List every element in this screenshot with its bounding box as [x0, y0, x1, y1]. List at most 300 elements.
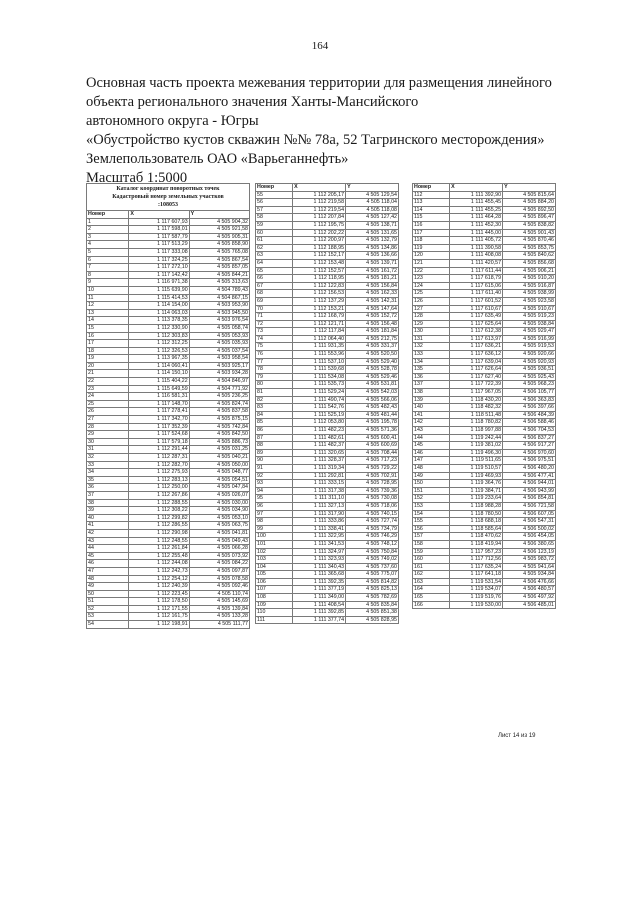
coord-y: 4 505 842,50 — [189, 431, 249, 439]
title-line: Землепользователь ОАО «Варьеганнефть» — [86, 151, 349, 167]
coord-y: 4 505 041,81 — [189, 529, 249, 537]
point-number: 107 — [256, 586, 293, 594]
coord-y: 4 503 934,28 — [189, 370, 249, 378]
point-number: 106 — [256, 578, 293, 586]
coord-y: 4 505 904,32 — [189, 218, 249, 226]
table-row — [413, 320, 556, 328]
header-y: Y — [503, 184, 556, 192]
point-number: 63 — [256, 252, 293, 260]
point-number: 82 — [256, 396, 293, 404]
table-row — [256, 487, 399, 495]
point-number: 140 — [413, 404, 450, 412]
coord-x: 1 112 153,21 — [293, 305, 346, 313]
point-number: 59 — [256, 221, 293, 229]
coord-x: 1 117 636,12 — [450, 351, 503, 359]
coord-y: 4 506 500,02 — [503, 525, 556, 533]
coord-x: 1 119 242,44 — [450, 434, 503, 442]
coord-x: 1 119 511,65 — [450, 457, 503, 465]
table-row — [87, 507, 250, 515]
point-number: 147 — [413, 457, 450, 465]
point-number: 34 — [87, 469, 129, 477]
table-row — [256, 427, 399, 435]
point-number: 36 — [87, 484, 129, 492]
coord-y: 4 505 920,93 — [503, 358, 556, 366]
coord-x: 1 118 470,62 — [450, 533, 503, 541]
table-row — [413, 601, 556, 609]
coord-x: 1 111 392,85 — [293, 609, 346, 617]
point-number: 110 — [256, 609, 293, 617]
coord-x: 1 114 154,00 — [129, 302, 189, 310]
coord-x: 1 117 524,68 — [129, 431, 189, 439]
point-number: 21 — [87, 370, 129, 378]
point-number: 17 — [87, 340, 129, 348]
coord-y: 4 503 976,54 — [189, 317, 249, 325]
point-number: 132 — [413, 343, 450, 351]
coord-x: 1 118 511,48 — [450, 411, 503, 419]
table-row — [87, 218, 250, 226]
coord-x: 1 111 333,86 — [293, 518, 346, 526]
table-row — [413, 366, 556, 374]
coord-y: 4 505 026,07 — [189, 491, 249, 499]
table-row — [413, 464, 556, 472]
coord-x: 1 117 342,70 — [129, 416, 189, 424]
point-number: 165 — [413, 594, 450, 602]
point-number: 120 — [413, 252, 450, 260]
point-number: 152 — [413, 495, 450, 503]
coord-y: 4 505 739,36 — [346, 487, 399, 495]
coord-x: 1 117 324,25 — [129, 256, 189, 264]
point-number: 119 — [413, 244, 450, 252]
coord-x: 1 113 378,35 — [129, 317, 189, 325]
table-row — [256, 282, 399, 290]
table-row — [256, 320, 399, 328]
coord-y: 4 505 037,54 — [189, 347, 249, 355]
coord-y: 4 505 837,58 — [189, 408, 249, 416]
coord-x: 1 111 482,23 — [293, 427, 346, 435]
coord-y: 4 505 049,43 — [189, 537, 249, 545]
coord-x: 1 117 601,52 — [450, 297, 503, 305]
point-number: 109 — [256, 601, 293, 609]
coord-x: 1 118 780,82 — [450, 419, 503, 427]
coord-y: 4 506 485,01 — [503, 601, 556, 609]
point-number: 19 — [87, 355, 129, 363]
coord-y: 4 505 906,21 — [503, 267, 556, 275]
coord-x: 1 111 452,30 — [450, 221, 503, 229]
coord-x: 1 112 286,55 — [129, 522, 189, 530]
coord-x: 1 117 272,10 — [129, 264, 189, 272]
table-column-2 — [255, 183, 399, 624]
point-number: 90 — [256, 457, 293, 465]
coord-x: 1 112 121,71 — [293, 320, 346, 328]
table-row — [87, 484, 250, 492]
point-number: 73 — [256, 328, 293, 336]
coord-y: 4 505 858,90 — [189, 241, 249, 249]
point-number: 146 — [413, 449, 450, 457]
coord-x: 1 111 311,10 — [293, 495, 346, 503]
coord-y: 4 506 547,31 — [503, 518, 556, 526]
table-row — [256, 244, 399, 252]
table-row — [413, 199, 556, 207]
coord-x: 1 112 240,39 — [129, 583, 189, 591]
table-row — [256, 381, 399, 389]
coord-y: 4 505 884,20 — [503, 199, 556, 207]
coord-x: 1 111 529,24 — [293, 389, 346, 397]
coord-y: 4 506 480,57 — [503, 586, 556, 594]
coord-x: 1 119 534,07 — [450, 586, 503, 594]
table-row — [413, 472, 556, 480]
coord-y: 4 505 844,21 — [189, 271, 249, 279]
coord-y: 4 506 917,27 — [503, 442, 556, 450]
coord-y: 4 505 162,33 — [346, 290, 399, 298]
coord-x: 1 112 308,22 — [129, 507, 189, 515]
point-number: 155 — [413, 518, 450, 526]
coord-y: 4 505 910,67 — [503, 305, 556, 313]
point-number: 95 — [256, 495, 293, 503]
header-num: Номер — [256, 184, 293, 192]
coord-x: 1 111 365,68 — [293, 571, 346, 579]
table-row — [87, 408, 250, 416]
table-row — [87, 340, 250, 348]
table-row — [87, 248, 250, 256]
coord-y: 4 505 147,64 — [346, 305, 399, 313]
coord-y: 4 505 765,08 — [189, 248, 249, 256]
coord-y: 4 505 031,25 — [189, 446, 249, 454]
coord-y: 4 504 789,43 — [189, 286, 249, 294]
coord-x: 1 117 957,23 — [450, 548, 503, 556]
point-number: 14 — [87, 317, 129, 325]
point-number: 104 — [256, 563, 293, 571]
coord-y: 4 505 867,54 — [189, 256, 249, 264]
point-number: 143 — [413, 427, 450, 435]
table-row — [256, 237, 399, 245]
point-number: 39 — [87, 507, 129, 515]
coord-y: 4 506 380,65 — [503, 540, 556, 548]
coord-x: 1 117 612,38 — [450, 328, 503, 336]
table-row — [256, 594, 399, 602]
point-number: 85 — [256, 419, 293, 427]
point-number: 48 — [87, 575, 129, 583]
table-row — [87, 476, 250, 484]
header-y: Y — [189, 211, 249, 219]
table-row — [256, 297, 399, 305]
coord-y: 4 505 916,87 — [503, 282, 556, 290]
table-row — [87, 446, 250, 454]
point-number: 43 — [87, 537, 129, 545]
coord-x: 1 112 299,82 — [129, 514, 189, 522]
coord-x: 1 119 496,30 — [450, 449, 503, 457]
table-row — [413, 411, 556, 419]
document-title — [86, 74, 606, 188]
point-number: 41 — [87, 522, 129, 530]
table-row — [87, 264, 250, 272]
table-row — [256, 533, 399, 541]
point-number: 29 — [87, 431, 129, 439]
coord-y: 4 506 837,27 — [503, 434, 556, 442]
coord-y: 4 505 750,84 — [346, 548, 399, 556]
coord-y: 4 506 454,05 — [503, 533, 556, 541]
coord-x: 1 118 988,28 — [450, 502, 503, 510]
coord-x: 1 118 780,50 — [450, 510, 503, 518]
coord-y: 4 505 111,77 — [189, 621, 249, 629]
table-row — [413, 275, 556, 283]
table-row — [87, 302, 250, 310]
table-row — [413, 191, 556, 199]
coord-x: 1 117 625,64 — [450, 320, 503, 328]
point-number: 40 — [87, 514, 129, 522]
coord-y: 4 505 746,29 — [346, 533, 399, 541]
coord-x: 1 117 142,42 — [129, 271, 189, 279]
coord-x: 1 117 967,05 — [450, 389, 503, 397]
coord-x: 1 117 610,67 — [450, 305, 503, 313]
coord-x: 1 112 137,29 — [293, 297, 346, 305]
point-number: 16 — [87, 332, 129, 340]
table-row — [256, 548, 399, 556]
table-row — [413, 389, 556, 397]
point-number: 108 — [256, 594, 293, 602]
point-number: 10 — [87, 286, 129, 294]
coord-y: 4 505 034,90 — [189, 507, 249, 515]
point-number: 145 — [413, 442, 450, 450]
coord-y: 4 505 118,04 — [346, 199, 399, 207]
coord-y: 4 505 938,84 — [503, 320, 556, 328]
table-row — [256, 502, 399, 510]
coord-y: 4 505 156,48 — [346, 320, 399, 328]
point-number: 45 — [87, 552, 129, 560]
coord-x: 1 111 455,45 — [450, 199, 503, 207]
table-row — [413, 373, 556, 381]
point-number: 83 — [256, 404, 293, 412]
coord-y: 4 505 853,75 — [503, 244, 556, 252]
coord-x: 1 111 328,37 — [293, 457, 346, 465]
coord-x: 1 111 482,61 — [293, 434, 346, 442]
table-row — [256, 290, 399, 298]
coord-y: 4 505 718,06 — [346, 502, 399, 510]
table-row — [87, 286, 250, 294]
coord-y: 4 506 975,51 — [503, 457, 556, 465]
point-number: 118 — [413, 237, 450, 245]
coord-y: 4 505 331,37 — [346, 343, 399, 351]
table-row — [256, 206, 399, 214]
point-number: 62 — [256, 244, 293, 252]
coord-y: 4 505 814,82 — [346, 578, 399, 586]
coord-x: 1 118 585,64 — [450, 525, 503, 533]
point-number: 71 — [256, 313, 293, 321]
coord-x: 1 112 198,91 — [129, 621, 189, 629]
coord-x: 1 112 255,48 — [129, 552, 189, 560]
header-x: X — [450, 184, 503, 192]
coord-x: 1 117 278,41 — [129, 408, 189, 416]
coord-x: 1 112 152,57 — [293, 267, 346, 275]
table-row — [413, 525, 556, 533]
table-row — [413, 457, 556, 465]
coord-x: 1 112 202,22 — [293, 229, 346, 237]
coord-x: 1 112 290,98 — [129, 529, 189, 537]
coordinates-table-1 — [86, 210, 250, 629]
coord-x: 1 111 324,97 — [293, 548, 346, 556]
coord-y: 4 505 133,28 — [189, 613, 249, 621]
point-number: 127 — [413, 305, 450, 313]
table-row — [87, 294, 250, 302]
coord-y: 4 505 139,71 — [346, 259, 399, 267]
point-number: 5 — [87, 248, 129, 256]
coord-x: 1 116 971,38 — [129, 279, 189, 287]
point-number: 26 — [87, 408, 129, 416]
table-row — [256, 191, 399, 199]
coord-y: 4 505 938,99 — [503, 290, 556, 298]
table-row — [256, 259, 399, 267]
coord-y: 4 505 048,77 — [189, 469, 249, 477]
point-number: 7 — [87, 264, 129, 272]
coord-y: 4 505 236,25 — [189, 393, 249, 401]
point-number: 61 — [256, 237, 293, 245]
coord-x: 1 112 178,50 — [129, 598, 189, 606]
point-number: 56 — [256, 199, 293, 207]
coord-x: 1 115 649,59 — [129, 385, 189, 393]
point-number: 160 — [413, 556, 450, 564]
coord-x: 1 112 291,44 — [129, 446, 189, 454]
table-row — [87, 438, 250, 446]
point-number: 38 — [87, 499, 129, 507]
coord-x: 1 117 636,21 — [450, 343, 503, 351]
point-number: 153 — [413, 502, 450, 510]
coord-x: 1 112 248,55 — [129, 537, 189, 545]
coord-y: 4 505 920,66 — [503, 351, 556, 359]
point-number: 37 — [87, 491, 129, 499]
point-number: 79 — [256, 373, 293, 381]
coord-y: 4 505 138,71 — [346, 221, 399, 229]
point-number: 131 — [413, 335, 450, 343]
coord-x: 1 117 148,70 — [129, 400, 189, 408]
coord-x: 1 116 581,31 — [129, 393, 189, 401]
table-row — [256, 510, 399, 518]
point-number: 27 — [87, 416, 129, 424]
table-row — [413, 594, 556, 602]
coord-x: 1 117 579,18 — [129, 438, 189, 446]
coord-x: 1 119 384,71 — [450, 487, 503, 495]
coord-x: 1 111 292,81 — [293, 472, 346, 480]
coord-x: 1 112 303,83 — [129, 332, 189, 340]
table-row — [413, 556, 556, 564]
point-number: 124 — [413, 282, 450, 290]
coord-y: 4 505 030,00 — [189, 499, 249, 507]
point-number: 80 — [256, 381, 293, 389]
table-row — [87, 233, 250, 241]
coord-y: 4 505 313,63 — [189, 279, 249, 287]
coord-y: 4 505 910,20 — [503, 275, 556, 283]
coord-x: 1 111 327,13 — [293, 502, 346, 510]
table-row — [256, 305, 399, 313]
point-number: 92 — [256, 472, 293, 480]
coord-x: 1 111 490,74 — [293, 396, 346, 404]
point-number: 97 — [256, 510, 293, 518]
table-row — [87, 560, 250, 568]
header-x: X — [293, 184, 346, 192]
table-row — [87, 454, 250, 462]
coord-y: 4 506 704,53 — [503, 427, 556, 435]
title-line: объекта регионального значения Ханты-Мансийского — [86, 94, 419, 110]
coord-y: 4 505 078,58 — [189, 575, 249, 583]
point-number: 18 — [87, 347, 129, 355]
coord-y: 4 506 123,19 — [503, 548, 556, 556]
table-row — [256, 586, 399, 594]
coord-y: 4 505 729,22 — [346, 464, 399, 472]
point-number: 91 — [256, 464, 293, 472]
coord-x: 1 119 531,54 — [450, 578, 503, 586]
coord-y: 4 505 139,84 — [189, 605, 249, 613]
coord-y: 4 505 835,84 — [346, 601, 399, 609]
coord-y: 4 505 063,75 — [189, 522, 249, 530]
coord-y: 4 505 748,12 — [346, 540, 399, 548]
point-number: 130 — [413, 328, 450, 336]
table-row — [256, 404, 399, 412]
coord-y: 4 505 084,22 — [189, 560, 249, 568]
coord-x: 1 117 626,64 — [450, 366, 503, 374]
coordinates-catalog — [86, 183, 586, 733]
table-row — [256, 601, 399, 609]
coordinates-table-3 — [412, 183, 556, 609]
table-row — [413, 206, 556, 214]
point-number: 77 — [256, 358, 293, 366]
coord-y: 4 505 905,31 — [189, 233, 249, 241]
coord-x: 1 111 455,25 — [450, 206, 503, 214]
coord-y: 4 505 916,99 — [503, 335, 556, 343]
table-row — [87, 529, 250, 537]
title-line: Масштаб 1:5000 — [86, 170, 188, 186]
coord-x: 1 111 333,15 — [293, 480, 346, 488]
point-number: 128 — [413, 313, 450, 321]
coord-x: 1 111 445,00 — [450, 229, 503, 237]
coord-y: 4 505 520,50 — [346, 351, 399, 359]
table-caption — [86, 183, 250, 210]
coord-y: 4 503 958,54 — [189, 355, 249, 363]
point-number: 149 — [413, 472, 450, 480]
coord-y: 4 505 181,84 — [346, 328, 399, 336]
coord-y: 4 505 728,95 — [346, 480, 399, 488]
coord-x: 1 119 469,93 — [450, 472, 503, 480]
coord-y: 4 505 131,65 — [346, 229, 399, 237]
point-number: 134 — [413, 358, 450, 366]
table-row — [87, 537, 250, 545]
point-number: 4 — [87, 241, 129, 249]
point-number: 49 — [87, 583, 129, 591]
coord-y: 4 506 477,41 — [503, 472, 556, 480]
table-row — [87, 400, 250, 408]
coord-x: 1 118 419,94 — [450, 540, 503, 548]
coord-y: 4 506 484,39 — [503, 411, 556, 419]
table-row — [413, 427, 556, 435]
coord-y: 4 506 480,20 — [503, 464, 556, 472]
table-row — [413, 533, 556, 541]
coord-y: 4 506 497,92 — [503, 594, 556, 602]
coord-y: 4 505 047,84 — [189, 484, 249, 492]
coord-y: 4 505 856,68 — [503, 259, 556, 267]
table-row — [87, 621, 250, 629]
coord-y: 4 505 132,79 — [346, 237, 399, 245]
coord-x: 1 118 688,18 — [450, 518, 503, 526]
point-number: 86 — [256, 427, 293, 435]
coord-x: 1 117 627,40 — [450, 373, 503, 381]
point-number: 20 — [87, 362, 129, 370]
coord-x: 1 117 618,79 — [450, 275, 503, 283]
point-number: 55 — [256, 191, 293, 199]
coord-x: 1 111 539,68 — [293, 366, 346, 374]
coord-x: 1 118 482,32 — [450, 404, 503, 412]
point-number: 74 — [256, 335, 293, 343]
caption-line: :108053 — [158, 202, 178, 208]
coord-y: 4 506 397,66 — [503, 404, 556, 412]
coord-x: 1 111 319,34 — [293, 464, 346, 472]
table-row — [87, 567, 250, 575]
